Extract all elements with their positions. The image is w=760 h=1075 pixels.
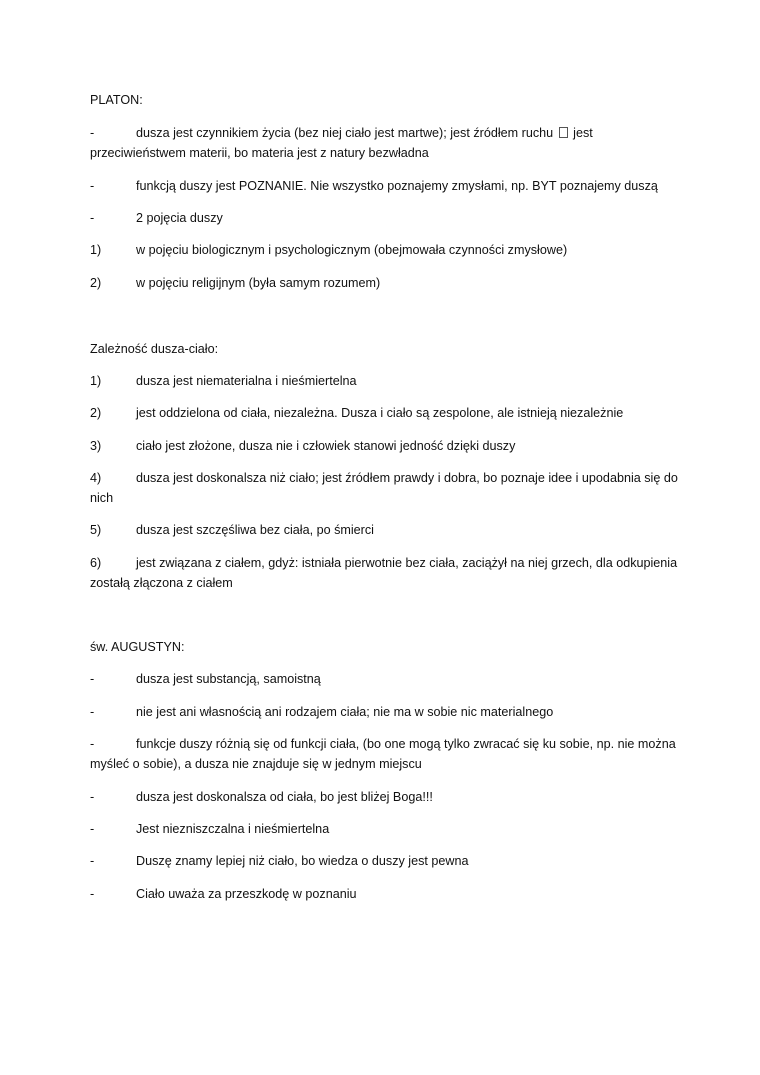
list-marker: - [90, 126, 95, 140]
list-item [90, 273, 680, 293]
list-marker: 2) [90, 276, 102, 290]
list-item-text: Ciało uważa za przeszkodę w poznaniu [136, 887, 357, 901]
list-item-text: Duszę znamy lepiej niż ciało, bo wiedza o duszy jest pewna [136, 854, 469, 868]
list-item [90, 819, 680, 839]
list-marker: - [90, 790, 95, 804]
section-heading-platon: PLATON: [90, 93, 143, 107]
list-marker: 1) [90, 243, 102, 257]
list-item [90, 240, 680, 260]
list-item [90, 468, 680, 508]
list-marker: - [90, 887, 95, 901]
list-item-text: w pojęciu biologicznym i psychologicznym (obejmowała czynności zmysłowe) [136, 243, 568, 257]
list-item [90, 553, 680, 593]
section-heading-augustyn: św. AUGUSTYN: [90, 640, 185, 654]
list-item [90, 123, 680, 163]
list-marker: 6) [90, 556, 102, 570]
list-marker: 5) [90, 523, 102, 537]
list-item [90, 702, 680, 722]
list-item-text: ciało jest złożone, dusza nie i człowiek stanowi jedność dzięki duszy [136, 439, 516, 453]
list-item-text: nie jest ani własnością ani rodzajem ciała; nie ma w sobie nic materialnego [136, 705, 554, 719]
list-item-text: dusza jest doskonalsza od ciała, bo jest bliżej Boga!!! [136, 790, 433, 804]
list-marker: - [90, 822, 95, 836]
section-heading-dusza-cialo: Zależność dusza-ciało: [90, 342, 219, 356]
list-item [90, 371, 680, 391]
list-item-text: funkcją duszy jest POZNANIE. Nie wszystko poznajemy zmysłami, np. BYT poznajemy duszą [136, 179, 658, 193]
list-marker: - [90, 737, 95, 751]
list-item-text: funkcje duszy różnią się od funkcji ciała, (bo one mogą tylko zwracać się ku sobie, np. nie można myśleć o sobie), a dusza nie znajduje się w jednym miejscu [90, 737, 676, 771]
list-item [90, 884, 680, 904]
list-item [90, 520, 680, 540]
list-marker: 1) [90, 374, 102, 388]
list-marker: 4) [90, 471, 102, 485]
list-marker: 3) [90, 439, 102, 453]
list-item [90, 787, 680, 807]
list-item [90, 403, 680, 423]
list-item [90, 176, 680, 196]
list-marker: - [90, 211, 95, 225]
list-item-text: dusza jest czynnikiem życia (bez niej ciało jest martwe); jest źródłem ruchu [136, 126, 557, 140]
list-item [90, 436, 680, 456]
list-marker: - [90, 854, 95, 868]
list-item-text: dusza jest szczęśliwa bez ciała, po śmierci [136, 523, 374, 537]
list-item-text: 2 pojęcia duszy [136, 211, 223, 225]
list-item-text: jest związana z ciałem, gdyż: istniała pierwotnie bez ciała, zaciążył na niej grzech, dla odkupienia zostałą złączona z ciałem [90, 556, 678, 590]
list-item-text: dusza jest substancją, samoistną [136, 672, 321, 686]
list-item-text-continued: jest przeciwieństwem materii, bo materia jest z natury bezwładna [90, 126, 593, 160]
list-marker: - [90, 179, 95, 193]
list-item-text: jest oddzielona od ciała, niezależna. Dusza i ciało są zespolone, ale istnieją niezależnie [136, 406, 624, 420]
list-item-text: Jest niezniszczalna i nieśmiertelna [136, 822, 330, 836]
list-marker: 2) [90, 406, 102, 420]
missing-glyph-icon [559, 127, 568, 138]
list-item-text: dusza jest doskonalsza niż ciało; jest źródłem prawdy i dobra, bo poznaje idee i upodabnia się do nich [90, 471, 678, 505]
list-item-text: dusza jest niematerialna i nieśmiertelna [136, 374, 357, 388]
list-item [90, 851, 680, 871]
list-item [90, 669, 680, 689]
list-marker: - [90, 672, 95, 686]
list-marker: - [90, 705, 95, 719]
list-item-text: w pojęciu religijnym (była samym rozumem) [136, 276, 381, 290]
list-item [90, 208, 680, 228]
list-item [90, 734, 680, 774]
